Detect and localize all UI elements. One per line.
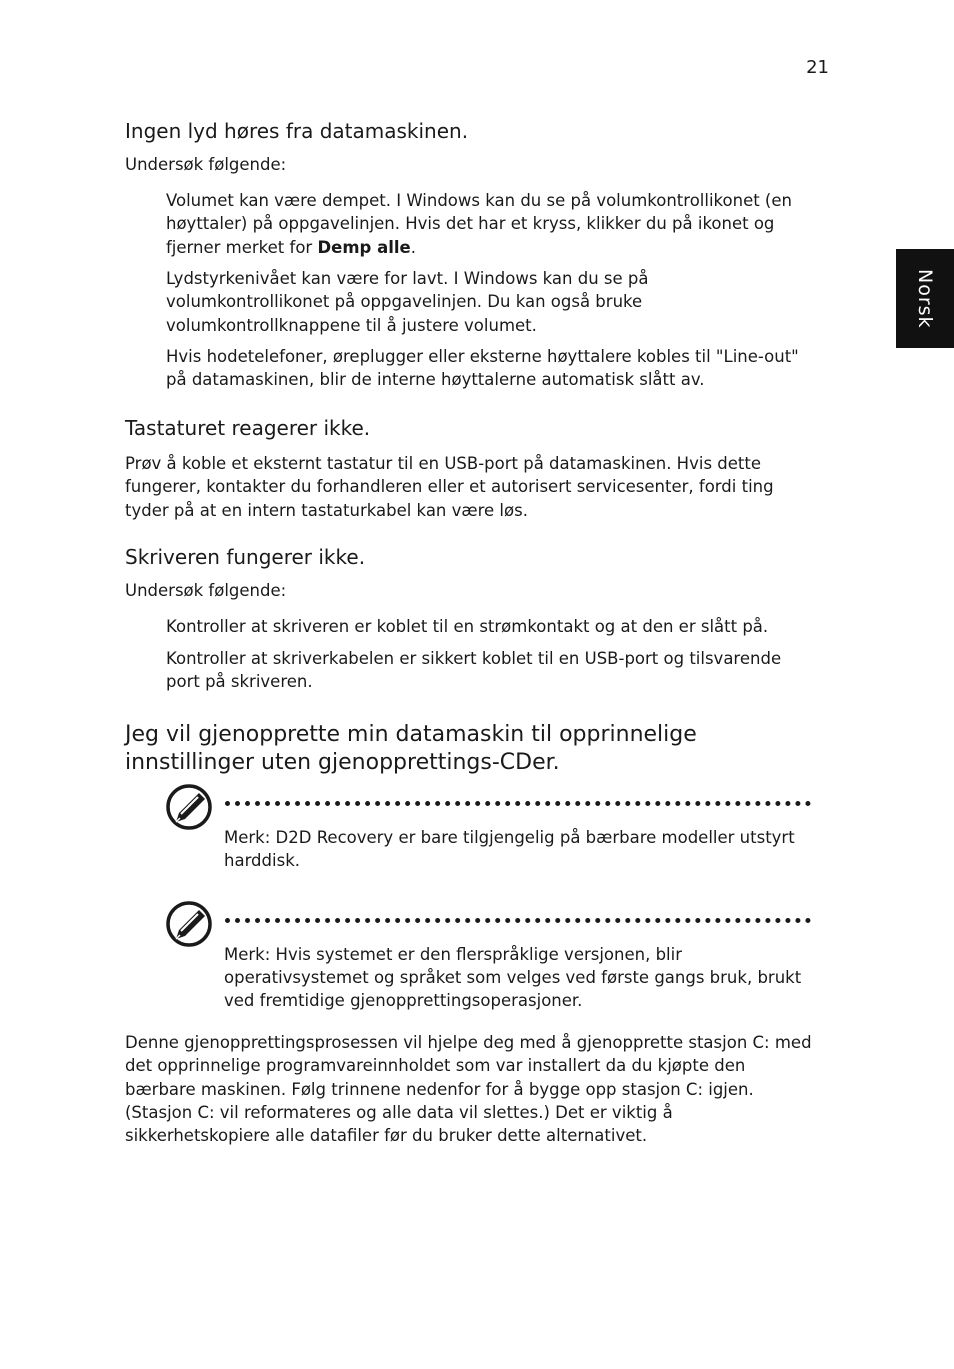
page-number: 21 — [806, 57, 829, 78]
item-volume-low: Lydstyrkenivået kan være for lavt. I Windows kan du se på volumkontrollikonet på oppgavelinjen. Du kan også bruke volumkontrollknappene til å justere volumet. — [166, 269, 649, 335]
note-label: Merk: — [224, 828, 271, 847]
note-divider — [225, 918, 811, 923]
note-label: Merk: — [224, 945, 271, 964]
paragraph-keyboard: Prøv å koble et eksternt tastatur til en USB-port på datamaskinen. Hvis dette fungerer, kontakter du forhandleren eller et autorisert servicesenter, fordi ting tyder på at en intern tastaturkabel kan være løs. — [125, 454, 774, 520]
note-pen-icon — [165, 900, 213, 948]
paragraph-restore-process: Denne gjenopprettingsprosessen vil hjelpe deg med å gjenopprette stasjon C: med det opprinnelige programvareinnholdet som var installert da du kjøpte den bærbare maskinen. Følg trinnene nedenfor for å bygge opp stasjon C: igjen. (Stasjon C: vil reformateres og alle data vil slettes.) Det er viktig å sikkerhetskopiere alle datafiler før du bruker dette alternativet. — [125, 1033, 812, 1146]
note-d2d-text: D2D Recovery er bare tilgjengelig på bærbare modeller utstyrt harddisk. — [224, 828, 795, 870]
item-volume-muted — [166, 189, 816, 259]
heading-printer: Skriveren fungerer ikke. — [125, 545, 366, 569]
note-d2d — [224, 826, 804, 872]
note-divider — [225, 801, 811, 806]
language-tab — [896, 249, 954, 348]
heading-keyboard: Tastaturet reagerer ikke. — [125, 416, 371, 440]
item-volume-muted-end: . — [410, 237, 416, 257]
paragraph-check-following-printer: Undersøk følgende: — [125, 581, 287, 600]
item-printer-power: Kontroller at skriveren er koblet til en strømkontakt og at den er slått på. — [166, 617, 769, 636]
heading-no-sound: Ingen lyd høres fra datamaskinen. — [125, 119, 469, 143]
note-pen-icon — [165, 783, 213, 831]
paragraph-check-following: Undersøk følgende: — [125, 155, 287, 174]
language-tab-label: Norsk — [914, 268, 936, 329]
mute-all-label: Demp alle — [317, 237, 411, 257]
item-headphones: Hvis hodetelefoner, øreplugger eller eksterne høyttalere kobles til "Line-out" på datamaskinen, blir de interne høyttalerne automatisk slått av. — [166, 347, 799, 390]
item-volume-muted-text: Volumet kan være dempet. I Windows kan du se på volumkontrollikonet (en høyttaler) på oppgavelinjen. Hvis det har et kryss, klikker du på ikonet og fjerner merket for — [166, 191, 792, 257]
heading-restore: Jeg vil gjenopprette min datamaskin til opprinnelige innstillinger uten gjenopprettings-CDer. — [125, 722, 697, 775]
note-multilingual — [224, 943, 804, 1012]
item-printer-cable: Kontroller at skriverkabelen er sikkert koblet til en USB-port og tilsvarende port på skriveren. — [166, 649, 782, 692]
note-multilingual-text: Hvis systemet er den flerspråklige versjonen, blir operativsystemet og språket som velges ved første gangs bruk, brukt ved fremtidige gjenopprettingsoperasjoner. — [224, 945, 802, 1010]
